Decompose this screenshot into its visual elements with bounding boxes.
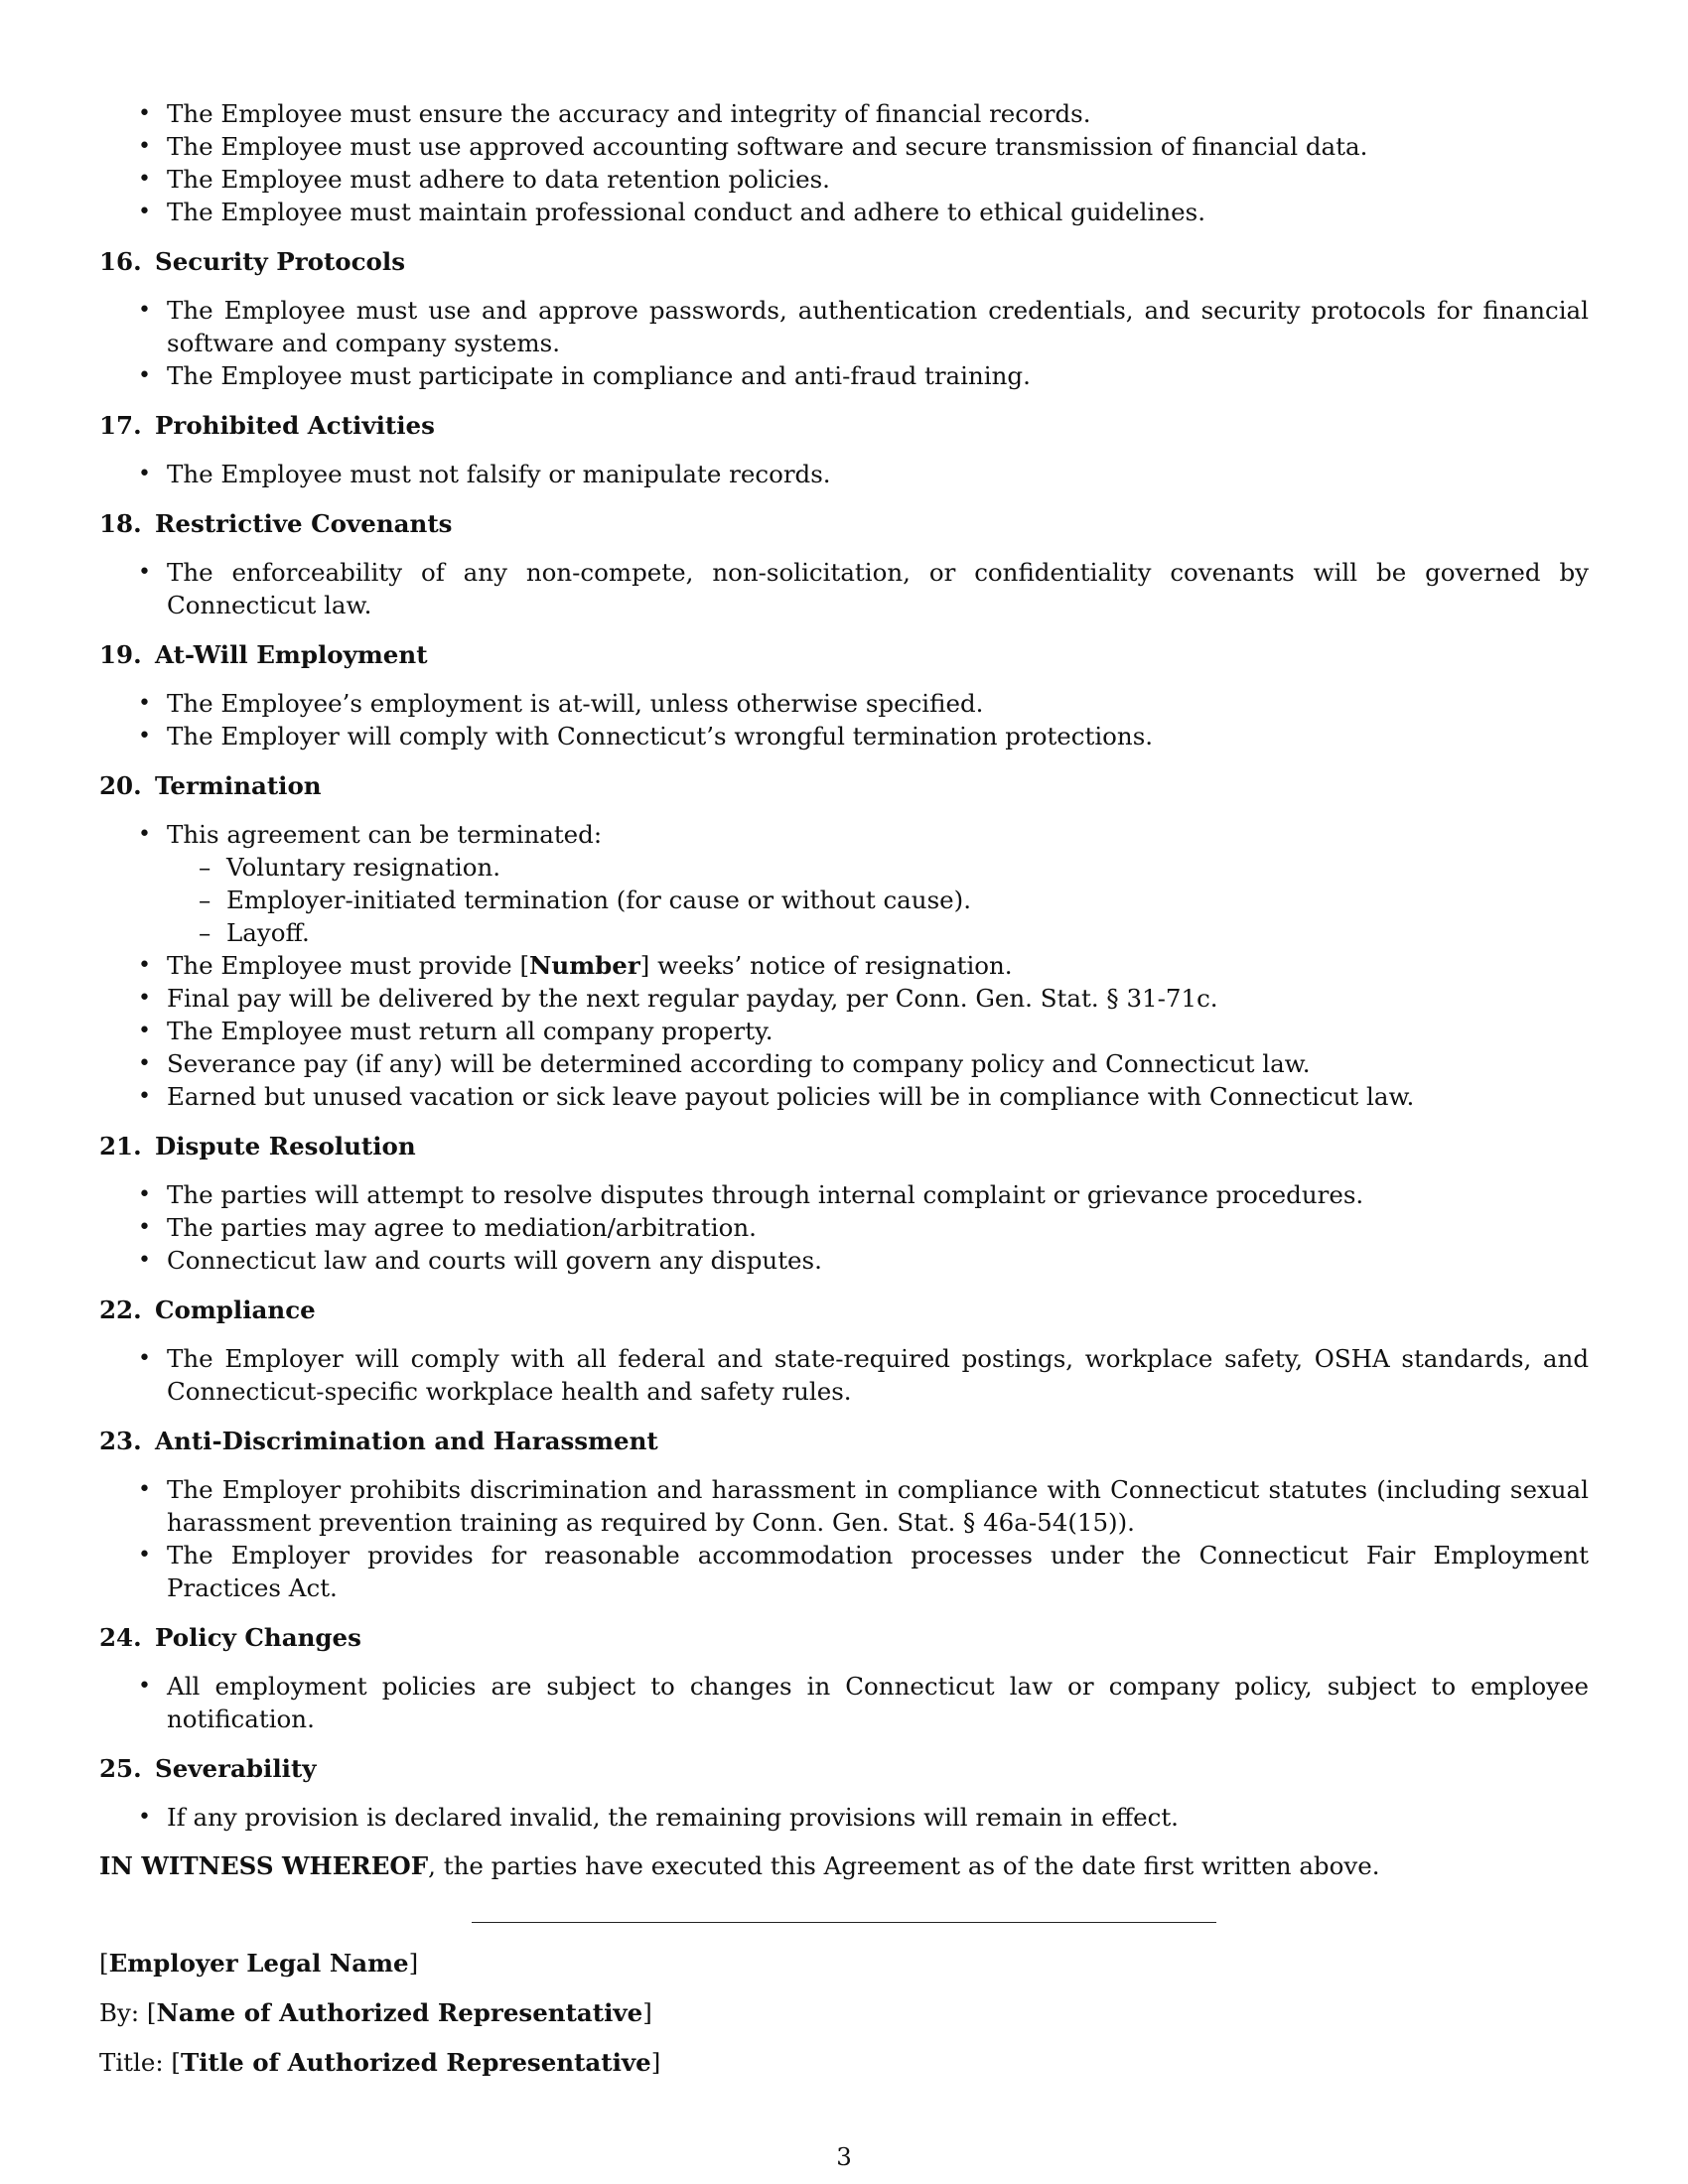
list-item: • The Employer provides for reasonable accommodation processes under the Connecticut Fair Employment Practices Act. — [167, 1539, 1589, 1604]
list-item: • The Employer will comply with Connecticut’s wrongful termination protections. — [167, 720, 1589, 752]
section-title: Termination — [155, 771, 322, 800]
section-number: 21. — [99, 1132, 142, 1160]
bracket: ] — [642, 1998, 652, 2027]
list-item: • Connecticut law and courts will govern any disputes. — [167, 1244, 1589, 1277]
bracket: [ — [146, 1998, 157, 2027]
section-heading-compliance — [99, 1294, 1589, 1326]
section-title: Severability — [155, 1754, 317, 1783]
section-number: 24. — [99, 1623, 142, 1652]
section-heading-prohibited-activities — [99, 409, 1589, 442]
notice-text-after: weeks’ notice of resignation. — [649, 951, 1013, 980]
list-item: • The Employer will comply with all federal and state-required postings, workplace safety, OSHA standards, and Connecticut-specific workplace health and safety rules. — [167, 1342, 1589, 1408]
section-list — [99, 1670, 1589, 1735]
section-list — [99, 1178, 1589, 1277]
witness-clause — [99, 1849, 1589, 1882]
section-list — [99, 294, 1589, 392]
bracket: ] — [408, 1949, 419, 1978]
bracket: [ — [99, 1949, 109, 1978]
witness-bold: IN WITNESS WHEREOF — [99, 1851, 429, 1880]
section-heading-at-will-employment — [99, 638, 1589, 671]
section-number: 25. — [99, 1754, 142, 1783]
list-item: • The Employee’s employment is at-will, unless otherwise specified. — [167, 687, 1589, 720]
section-heading-termination — [99, 769, 1589, 802]
section-heading-dispute-resolution — [99, 1130, 1589, 1162]
section-heading-restrictive-covenants — [99, 507, 1589, 540]
section-number: 17. — [99, 411, 142, 440]
list-item: • The parties may agree to mediation/arbitration. — [167, 1211, 1589, 1244]
section-list — [99, 687, 1589, 752]
section-number: 16. — [99, 247, 142, 276]
notice-text-before: The Employee must provide — [167, 951, 520, 980]
section-title: Security Protocols — [155, 247, 405, 276]
employer-legal-name — [99, 1947, 1589, 1979]
section-list — [99, 1342, 1589, 1408]
list-item: • The Employee must use approved accounting software and secure transmission of financial data. — [167, 130, 1589, 163]
list-item: • The Employee must participate in compliance and anti-fraud training. — [167, 359, 1589, 392]
employer-name-placeholder: Employer Legal Name — [108, 1949, 409, 1978]
section-title: Dispute Resolution — [155, 1132, 416, 1160]
section-list — [99, 458, 1589, 490]
section-list — [99, 556, 1589, 621]
bracket: [ — [171, 2048, 181, 2077]
list-item: • The parties will attempt to resolve disputes through internal complaint or grievance procedures. — [167, 1178, 1589, 1211]
section-title: Policy Changes — [155, 1623, 361, 1652]
list-item: • The Employee must not falsify or manipulate records. — [167, 458, 1589, 490]
list-item: • Severance pay (if any) will be determined according to company policy and Connecticut law. — [167, 1047, 1589, 1080]
section-heading-severability — [99, 1752, 1589, 1785]
list-item: • The Employee must maintain professional conduct and adhere to ethical guidelines. — [167, 196, 1589, 228]
list-item: • All employment policies are subject to changes in Connecticut law or company policy, subject to employee notification. — [167, 1670, 1589, 1735]
signature-line — [472, 1922, 1216, 1923]
list-item: • The Employee must ensure the accuracy and integrity of financial records. — [167, 97, 1589, 130]
signatory-name — [99, 1996, 1589, 2029]
intro-list — [99, 97, 1589, 228]
witness-text: , the parties have executed this Agreement as of the date first written above. — [428, 1851, 1380, 1880]
section-title: Anti-Discrimination and Harassment — [155, 1427, 658, 1455]
signatory-title — [99, 2046, 1589, 2079]
section-list — [99, 818, 1589, 1113]
section-title: At-Will Employment — [155, 640, 428, 669]
termination-lead: This agreement can be terminated: — [167, 820, 603, 849]
title-label: Title: — [99, 2048, 172, 2077]
section-number: 19. — [99, 640, 142, 669]
page-number: 3 — [836, 2142, 852, 2171]
list-item: • If any provision is declared invalid, the remaining provisions will remain in effect. — [167, 1801, 1589, 1834]
section-number: 18. — [99, 509, 142, 538]
list-item: • Final pay will be delivered by the next regular payday, per Conn. Gen. Stat. § 31-71c. — [167, 982, 1589, 1015]
section-title: Prohibited Activities — [155, 411, 435, 440]
section-heading-security-protocols — [99, 245, 1589, 278]
section-list — [99, 1473, 1589, 1604]
section-list — [99, 1801, 1589, 1834]
section-number: 22. — [99, 1296, 142, 1324]
list-item: • The Employee must use and approve passwords, authentication credentials, and security protocols for financial software and company systems. — [167, 294, 1589, 359]
bracket: ] — [639, 951, 650, 980]
list-item — [167, 949, 1589, 982]
list-item: • The enforceability of any non-compete, non-solicitation, or confidentiality covenants will be governed by Connecticut law. — [167, 556, 1589, 621]
representative-name-placeholder: Name of Authorized Representative — [156, 1998, 643, 2027]
by-label: By: — [99, 1998, 147, 2027]
bracket: [ — [519, 951, 529, 980]
termination-sub-list — [167, 851, 1589, 949]
section-title: Restrictive Covenants — [155, 509, 453, 538]
section-heading-anti-discrimination — [99, 1425, 1589, 1457]
sub-list-item: – Voluntary resignation. — [226, 851, 1589, 884]
list-item: • The Employee must return all company property. — [167, 1015, 1589, 1047]
list-item: • Earned but unused vacation or sick leave payout policies will be in compliance with Connecticut law. — [167, 1080, 1589, 1113]
notice-placeholder: Number — [529, 951, 640, 980]
section-heading-policy-changes — [99, 1621, 1589, 1654]
section-number: 20. — [99, 771, 142, 800]
list-item — [167, 818, 1589, 949]
list-item: • The Employer prohibits discrimination and harassment in compliance with Connecticut statutes (including sexual harassment prevention training as required by Conn. Gen. Stat. § 46a-54(15)). — [167, 1473, 1589, 1539]
sub-list-item: – Employer-initiated termination (for cause or without cause). — [226, 884, 1589, 916]
section-title: Compliance — [155, 1296, 316, 1324]
signature-block — [99, 1947, 1589, 2079]
section-number: 23. — [99, 1427, 142, 1455]
sub-list-item: – Layoff. — [226, 916, 1589, 949]
document-page — [99, 97, 1589, 2079]
list-item: • The Employee must adhere to data retention policies. — [167, 163, 1589, 196]
representative-title-placeholder: Title of Authorized Representative — [180, 2048, 651, 2077]
bracket: ] — [650, 2048, 661, 2077]
